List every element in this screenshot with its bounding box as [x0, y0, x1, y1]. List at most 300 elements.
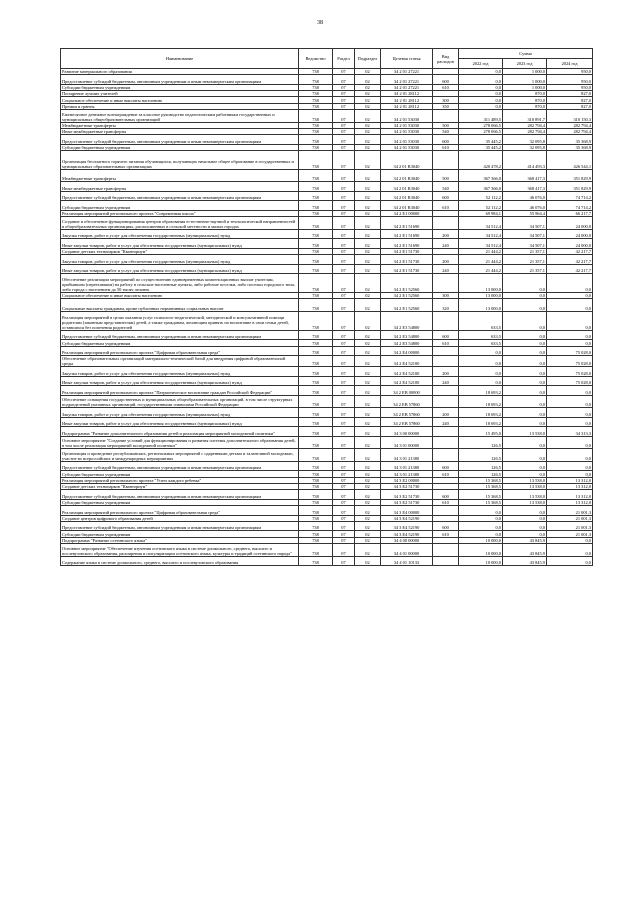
row-exp-type [433, 386, 459, 396]
row-section: 07 [333, 169, 355, 182]
budget-table [60, 48, 593, 566]
row-name: Предоставление субсидий бюджетным, автономным учреждениям и иным некоммерческим организациям [61, 490, 299, 500]
row-2022: 367 366,0 [459, 182, 503, 192]
row-2024: 21 001,3 [547, 521, 593, 531]
row-subsection: 02 [355, 91, 381, 97]
row-2023: 46 076,0 [503, 201, 547, 211]
row-2023: 0,0 [503, 395, 547, 408]
row-exp-type [433, 436, 459, 449]
row-target: 34 2 EB 57860 [381, 417, 433, 427]
header-sum: Сумма [459, 49, 593, 59]
row-section: 07 [333, 182, 355, 192]
row-2024: 310 150,3 [547, 109, 593, 122]
row-section: 07 [333, 293, 355, 299]
row-2022: 21 444,2 [459, 264, 503, 274]
row-dept: 738 [299, 427, 333, 437]
table-row [61, 395, 593, 408]
row-name: Субсидии бюджетным учреждениям [61, 340, 299, 346]
row-target: 34 2 E4 52100 [381, 356, 433, 367]
row-section: 07 [333, 436, 355, 449]
row-2024: 13 312,0 [547, 499, 593, 505]
row-section: 07 [333, 543, 355, 556]
row-2022: 15 368,5 [459, 477, 503, 483]
row-2023: 0,0 [503, 461, 547, 471]
row-section: 07 [333, 91, 355, 97]
row-name: Субсидии бюджетным учреждениям [61, 201, 299, 211]
row-target: 34 3 01 21380 [381, 449, 433, 462]
row-name: Предоставление субсидий бюджетным, автономным учреждениям и иным некоммерческим организациям [61, 461, 299, 471]
row-exp-type: 610 [433, 84, 459, 90]
row-exp-type: 610 [433, 201, 459, 211]
row-2023: 13 538,0 [503, 427, 547, 437]
row-2023: 0,0 [503, 340, 547, 346]
row-2024: 21 001,3 [547, 515, 593, 521]
row-section: 07 [333, 311, 355, 330]
row-section: 07 [333, 531, 355, 537]
row-subsection: 02 [355, 471, 381, 477]
row-section: 07 [333, 229, 355, 239]
row-name: Предоставление субсидий бюджетным, автономным учреждениям и иным некоммерческим организациям [61, 521, 299, 531]
row-2024: 0,0 [547, 330, 593, 340]
row-2023: 1 000,0 [503, 69, 547, 75]
row-2022: 0,0 [459, 97, 503, 103]
row-dept: 738 [299, 293, 333, 299]
table-row [61, 521, 593, 531]
table-row [61, 75, 593, 85]
row-dept: 738 [299, 255, 333, 265]
table-row [61, 169, 593, 182]
row-dept: 738 [299, 75, 333, 85]
row-target: 34 2 01 28112 [381, 97, 433, 103]
row-target: 34 2 01 27221 [381, 75, 433, 85]
row-2023: 870,0 [503, 91, 547, 97]
row-dept: 738 [299, 417, 333, 427]
row-exp-type: 610 [433, 144, 459, 150]
row-name: Реализация мероприятий регионального проекта "Цифровая образовательная среда" [61, 506, 299, 516]
row-2023: 0,0 [503, 311, 547, 330]
row-2022: 35 445,2 [459, 135, 503, 145]
row-section: 07 [333, 135, 355, 145]
row-exp-type [433, 346, 459, 356]
row-dept: 738 [299, 97, 333, 103]
row-dept: 738 [299, 471, 333, 477]
row-exp-type: 300 [433, 97, 459, 103]
row-2023: 0,0 [503, 346, 547, 356]
row-exp-type: 600 [433, 521, 459, 531]
row-2024: 827,0 [547, 97, 593, 103]
row-section: 07 [333, 201, 355, 211]
row-section: 07 [333, 210, 355, 216]
row-section: 07 [333, 274, 355, 293]
row-2023: 0,0 [503, 408, 547, 418]
row-2023: 368 417,3 [503, 169, 547, 182]
row-exp-type: 600 [433, 135, 459, 145]
row-name: Субсидии бюджетным учреждениям [61, 499, 299, 505]
row-2024: 34 313,3 [547, 427, 593, 437]
row-dept: 738 [299, 408, 333, 418]
row-target: 34 2 01 R3040 [381, 150, 433, 169]
header-section: Раздел [333, 49, 355, 69]
row-exp-type: 600 [433, 490, 459, 500]
row-section: 07 [333, 367, 355, 377]
row-exp-type: 200 [433, 367, 459, 377]
row-2023: 34 507,1 [503, 239, 547, 249]
row-section: 07 [333, 109, 355, 122]
row-dept: 738 [299, 483, 333, 489]
row-2022: 35 445,2 [459, 144, 503, 150]
row-dept: 738 [299, 477, 333, 483]
row-2023: 43 845,9 [503, 556, 547, 566]
row-subsection: 02 [355, 103, 381, 109]
table-row [61, 543, 593, 556]
row-section: 07 [333, 417, 355, 427]
row-subsection: 02 [355, 122, 381, 128]
row-name: Иные закупки товаров, работ и услуг для обеспечения государственных (муниципальных) нужд [61, 239, 299, 249]
row-2024: 827,0 [547, 103, 593, 109]
row-2024: 0,0 [547, 386, 593, 396]
row-name: Реализация мероприятий регионального проекта "Цифровая образовательная среда" [61, 346, 299, 356]
row-subsection: 02 [355, 556, 381, 566]
row-subsection: 02 [355, 150, 381, 169]
row-2023: 0,0 [503, 367, 547, 377]
row-2023: 1 000,0 [503, 84, 547, 90]
row-2023: 0,0 [503, 356, 547, 367]
row-section: 07 [333, 239, 355, 249]
row-2024: 13 312,0 [547, 483, 593, 489]
row-target: 34 2 E3 54800 [381, 330, 433, 340]
table-row [61, 408, 593, 418]
row-name: Социальное обеспечение и иные выплаты населению [61, 293, 299, 299]
row-dept: 738 [299, 169, 333, 182]
row-exp-type: 500 [433, 169, 459, 182]
row-subsection: 02 [355, 367, 381, 377]
row-target: 34 4 01 10133 [381, 556, 433, 566]
row-2023: 0,0 [503, 386, 547, 396]
row-2023: 21 357,1 [503, 248, 547, 254]
row-subsection: 02 [355, 75, 381, 85]
row-name: Подпрограмма "Развитие осетинского языка" [61, 537, 299, 543]
row-subsection: 02 [355, 293, 381, 299]
row-name: Иные межбюджетные трансферты [61, 182, 299, 192]
row-dept: 738 [299, 109, 333, 122]
row-2024: 24 000,0 [547, 239, 593, 249]
row-2023: 414 493,3 [503, 150, 547, 169]
row-name: Закупка товаров, работ и услуг для обеспечения государственных (муниципальных) нужд [61, 255, 299, 265]
row-2024: 0,0 [547, 274, 593, 293]
row-section: 07 [333, 97, 355, 103]
row-2024: 42 217,7 [547, 264, 593, 274]
row-name: Субсидии бюджетным учреждениям [61, 531, 299, 537]
row-section: 07 [333, 499, 355, 505]
row-section: 07 [333, 103, 355, 109]
row-section: 07 [333, 191, 355, 201]
row-subsection: 02 [355, 299, 381, 312]
row-2024: 24 000,0 [547, 229, 593, 239]
row-target: 34 2 01 28112 [381, 91, 433, 97]
row-target: 34 2 01 53030 [381, 122, 433, 128]
row-2024: 13 312,0 [547, 477, 593, 483]
row-section: 07 [333, 264, 355, 274]
row-2022: 0,0 [459, 506, 503, 516]
row-2024: 0,0 [547, 408, 593, 418]
table-row [61, 346, 593, 356]
row-2022: 52 112,2 [459, 191, 503, 201]
row-2023: 0,0 [503, 506, 547, 516]
row-2023: 0,0 [503, 274, 547, 293]
row-2023: 870,0 [503, 97, 547, 103]
row-2024: 950,0 [547, 84, 593, 90]
row-subsection: 02 [355, 274, 381, 293]
row-name: Обеспечение оснащения государственных и муниципальных общеобразовательных организаций, в том числе структурных подразделений указанных организаций, государственными символами Российской Федерации [61, 395, 299, 408]
row-target: 34 3 E2 51730 [381, 490, 433, 500]
row-name: Реализация мероприятий регионального проекта "Современная школа" [61, 210, 299, 216]
row-target: 34 3 E4 00000 [381, 506, 433, 516]
row-exp-type: 610 [433, 340, 459, 346]
row-section: 07 [333, 330, 355, 340]
row-name: Подпрограмма "Развитие дополнительного образования детей и реализация мероприятий молодежной политики" [61, 427, 299, 437]
row-section: 07 [333, 449, 355, 462]
row-2022: 633,5 [459, 330, 503, 340]
table-row [61, 449, 593, 462]
row-2024: 950,0 [547, 75, 593, 85]
row-name: Создание детских технопарков "Кванториум" [61, 483, 299, 489]
row-exp-type: 300 [433, 293, 459, 299]
row-2024: 0,0 [547, 417, 593, 427]
row-target: 34 2 01 53030 [381, 128, 433, 134]
row-2022: 126,5 [459, 436, 503, 449]
row-subsection: 02 [355, 97, 381, 103]
row-2022: 13 000,0 [459, 293, 503, 299]
row-dept: 738 [299, 210, 333, 216]
row-subsection: 02 [355, 255, 381, 265]
row-exp-type [433, 109, 459, 122]
row-subsection: 02 [355, 109, 381, 122]
row-2024: 0,0 [547, 543, 593, 556]
row-subsection: 02 [355, 340, 381, 346]
row-subsection: 02 [355, 239, 381, 249]
row-dept: 738 [299, 311, 333, 330]
row-dept: 738 [299, 376, 333, 386]
row-exp-type: 610 [433, 499, 459, 505]
row-2024: 42 217,7 [547, 255, 593, 265]
row-2024: 75 028,0 [547, 367, 593, 377]
row-2024: 0,0 [547, 436, 593, 449]
row-name: Ежемесячное денежное вознаграждение за классное руководство педагогическим работникам государственных и муниципальных общеобразовательных организаций [61, 109, 299, 122]
row-exp-type: 540 [433, 182, 459, 192]
row-2022: 0,0 [459, 75, 503, 85]
row-name: Предоставление субсидий бюджетным, автономным учреждениям и иным некоммерческим организациям [61, 135, 299, 145]
row-2022: 126,5 [459, 461, 503, 471]
table-row [61, 436, 593, 449]
page-number: 38 [317, 20, 323, 26]
row-2024: 74 714,2 [547, 201, 593, 211]
row-exp-type: 320 [433, 299, 459, 312]
row-subsection: 02 [355, 217, 381, 230]
table-row [61, 506, 593, 516]
row-section: 07 [333, 515, 355, 521]
row-subsection: 02 [355, 499, 381, 505]
row-2024: 351 829,9 [547, 169, 593, 182]
row-2024: 75 028,0 [547, 356, 593, 367]
row-name: Закупка товаров, работ и услуг для обеспечения государственных (муниципальных) нужд [61, 408, 299, 418]
row-target: 34 2 E4 00000 [381, 346, 433, 356]
row-2023: 0,0 [503, 330, 547, 340]
row-2024: 35 368,9 [547, 135, 593, 145]
row-2022: 52 112,2 [459, 201, 503, 211]
row-dept: 738 [299, 461, 333, 471]
row-section: 07 [333, 255, 355, 265]
row-target: 34 2 E1 51690 [381, 229, 433, 239]
row-exp-type: 240 [433, 239, 459, 249]
row-exp-type: 240 [433, 376, 459, 386]
row-name: Межбюджетные трансферты [61, 122, 299, 128]
row-2024: 0,0 [547, 449, 593, 462]
table-row [61, 356, 593, 367]
row-target: 34 2 E3 54800 [381, 340, 433, 346]
row-section: 07 [333, 75, 355, 85]
row-2022: 367 366,0 [459, 169, 503, 182]
row-subsection: 02 [355, 182, 381, 192]
row-2024: 21 001,3 [547, 506, 593, 516]
row-2022: 0,0 [459, 69, 503, 75]
row-name: Субсидии бюджетным учреждениям [61, 84, 299, 90]
table-row [61, 217, 593, 230]
row-dept: 738 [299, 150, 333, 169]
row-name: Обеспечение реализации мероприятий по осуществлению единовременных компенсационных выплат учителям, прибывшим (переехавшим) на работу в сельские населенные пункты, либо рабочие поселки, либо поселки городского типа, либо города с населением до 50 тысяч человек [61, 274, 299, 293]
row-2024: 13 312,0 [547, 490, 593, 500]
row-name: Реализация мероприятий регионального проекта "Патриотическое воспитание граждан Российской Федерации" [61, 386, 299, 396]
row-2023: 0,0 [503, 521, 547, 531]
row-section: 07 [333, 356, 355, 367]
table-row [61, 239, 593, 249]
row-subsection: 02 [355, 69, 381, 75]
row-2022: 18 693,2 [459, 386, 503, 396]
row-dept: 738 [299, 386, 333, 396]
table-row [61, 311, 593, 330]
row-name: Создание и обеспечение функционирования центров образования естественно-научной и технологической направленностей в общеобразовательных организациях, расположенных в сельской местности и малых городах [61, 217, 299, 230]
row-dept: 738 [299, 436, 333, 449]
row-name: Предоставление субсидий бюджетным, автономным учреждениям и иным некоммерческим организациям [61, 191, 299, 201]
row-2023: 282 794,4 [503, 122, 547, 128]
header-dept: Ведомство [299, 49, 333, 69]
row-2023: 1 000,0 [503, 75, 547, 85]
row-exp-type: 240 [433, 417, 459, 427]
row-section: 07 [333, 477, 355, 483]
row-name: Иные межбюджетные трансферты [61, 128, 299, 134]
row-target: 34 2 01 27221 [381, 69, 433, 75]
row-subsection: 02 [355, 537, 381, 543]
row-2022: 13 000,0 [459, 274, 503, 293]
row-dept: 738 [299, 84, 333, 90]
row-dept: 738 [299, 537, 333, 543]
row-section: 07 [333, 386, 355, 396]
row-2024: 0,0 [547, 299, 593, 312]
row-2022: 10 000,0 [459, 556, 503, 566]
row-target: 34 2 E3 54800 [381, 311, 433, 330]
row-target: 34 3 E2 00000 [381, 477, 433, 483]
row-target: 34 2 E1 52560 [381, 299, 433, 312]
row-exp-type [433, 449, 459, 462]
row-name: Развитие материального образования [61, 69, 299, 75]
row-target: 34 2 E1 51690 [381, 239, 433, 249]
table-row [61, 367, 593, 377]
table-row [61, 376, 593, 386]
row-exp-type: 200 [433, 408, 459, 418]
row-section: 07 [333, 248, 355, 254]
row-2022: 0,0 [459, 521, 503, 531]
row-2022: 420 478,2 [459, 150, 503, 169]
row-exp-type [433, 556, 459, 566]
row-target: 34 2 E1 51690 [381, 217, 433, 230]
row-2022: 13 000,0 [459, 299, 503, 312]
row-2024: 827,0 [547, 91, 593, 97]
row-section: 07 [333, 84, 355, 90]
row-2022: 34 512,4 [459, 217, 503, 230]
row-2024: 35 368,9 [547, 144, 593, 150]
header-2022: 2022 год [459, 59, 503, 69]
row-subsection: 02 [355, 330, 381, 340]
row-2024: 75 028,0 [547, 346, 593, 356]
row-2022: 18 693,2 [459, 417, 503, 427]
header-subsection: Подраздел [355, 49, 381, 69]
row-dept: 738 [299, 499, 333, 505]
row-2024: 21 001,3 [547, 531, 593, 537]
row-2024: 24 000,0 [547, 217, 593, 230]
row-target: 34 3 E2 51730 [381, 499, 433, 505]
row-name: Межбюджетные трансферты [61, 169, 299, 182]
row-target: 34 3 01 21380 [381, 471, 433, 477]
row-2023: 0,0 [503, 376, 547, 386]
row-2023: 43 845,9 [503, 543, 547, 556]
row-section: 07 [333, 471, 355, 477]
row-dept: 738 [299, 356, 333, 367]
row-2022: 633,5 [459, 311, 503, 330]
row-subsection: 02 [355, 408, 381, 418]
row-target: 34 2 E1 52560 [381, 293, 433, 299]
row-name: Поощрение лучших учителей [61, 91, 299, 97]
row-section: 07 [333, 69, 355, 75]
row-2022: 34 512,4 [459, 239, 503, 249]
row-2024: 426 544,1 [547, 150, 593, 169]
row-subsection: 02 [355, 461, 381, 471]
row-name: Создание детских технопарков "Кванториум" [61, 248, 299, 254]
row-exp-type [433, 506, 459, 516]
row-target: 34 2 E1 51730 [381, 255, 433, 265]
row-section: 07 [333, 506, 355, 516]
row-subsection: 02 [355, 264, 381, 274]
row-dept: 738 [299, 556, 333, 566]
row-name: Реализация мероприятий в целях оказания услуг психолого-педагогической, методической и консультативной помощи родителям (законным представителям) детей, а также гражданам, желающим принять на воспитание в свои семьи детей, оставшихся без попечения родителей [61, 311, 299, 330]
row-exp-type [433, 150, 459, 169]
row-dept: 738 [299, 449, 333, 462]
row-2024: 75 028,0 [547, 376, 593, 386]
row-subsection: 02 [355, 144, 381, 150]
table-row [61, 135, 593, 145]
row-exp-type: 610 [433, 471, 459, 477]
table-row [61, 274, 593, 293]
row-dept: 738 [299, 515, 333, 521]
row-2024: 351 829,9 [547, 182, 593, 192]
row-2022: 0,0 [459, 515, 503, 521]
row-dept: 738 [299, 340, 333, 346]
row-2022: 18 693,2 [459, 395, 503, 408]
row-exp-type [433, 356, 459, 367]
row-target: 34 2 E1 51730 [381, 264, 433, 274]
row-exp-type: 600 [433, 330, 459, 340]
row-dept: 738 [299, 239, 333, 249]
row-2023: 870,0 [503, 103, 547, 109]
row-2024: 0,0 [547, 311, 593, 330]
